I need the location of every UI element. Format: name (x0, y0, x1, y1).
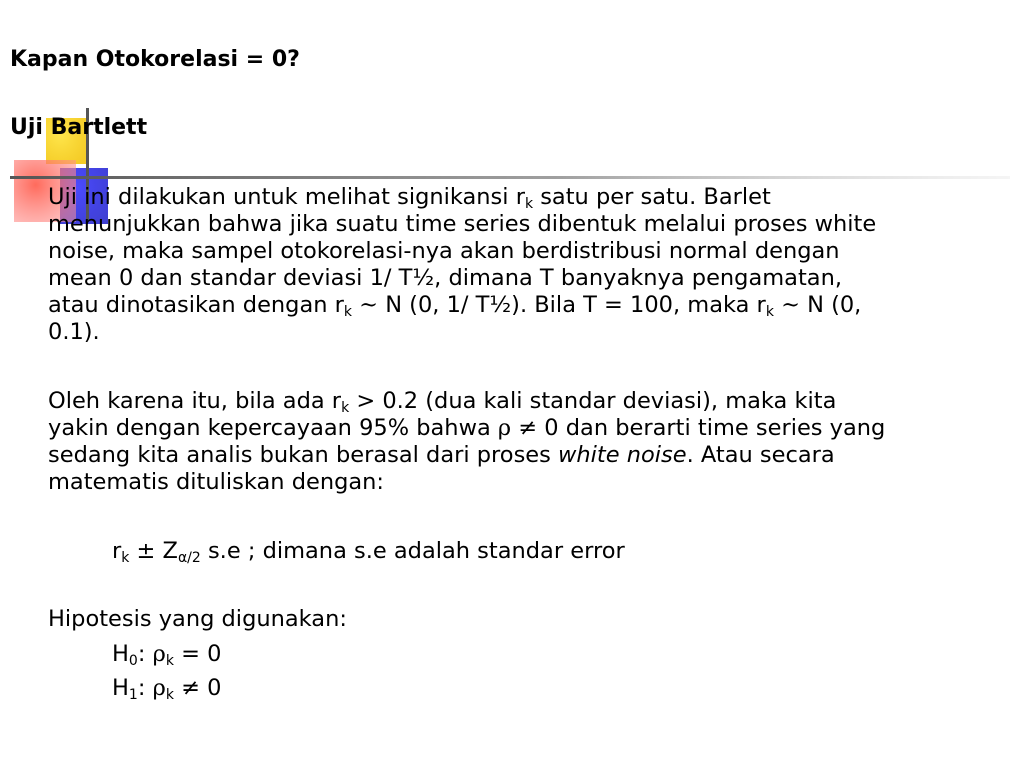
hypothesis-heading: Hipotesis yang digunakan: (48, 606, 347, 632)
slide-title: Kapan Otokorelasi = 0? (10, 47, 300, 72)
paragraph-bartlett-description (48, 184, 876, 346)
horizontal-rule (10, 176, 1010, 179)
paragraph-line: 0.1). (48, 319, 100, 345)
hypothesis-h1: $H_1$: $\rho_k \ne 0$ (112, 675, 222, 703)
paragraph-line: Oleh karena itu, bila ada $r_k > 0.2$ (dua kali standar deviasi), maka kita (48, 388, 837, 416)
paragraph-line: matematis dituliskan dengan: (48, 469, 384, 495)
paragraph-line: menunjukkan bahwa jika suatu time series dibentuk melalui proses white (48, 211, 877, 237)
paragraph-line: sedang kita analis bukan berasal dari proses white noise. Atau secara (48, 442, 835, 468)
paragraph-line: atau dinotasikan dengan $r_k$ ~ N (0, 1/ T½). Bila T = 100, maka $r_k$ ~ N (0, (48, 292, 862, 320)
slide-subtitle: Uji Bartlett (10, 115, 148, 140)
hypothesis-h0: $H_0$: $\rho_k = 0$ (112, 641, 222, 669)
paragraph-line: yakin dengan kepercayaan 95% bahwa ρ ≠ 0 dan berarti time series yang (48, 415, 886, 441)
paragraph-line: noise, maka sampel otokorelasi-nya akan berdistribusi normal dengan (48, 238, 840, 264)
paragraph-line: mean 0 dan standar deviasi 1/ T½, dimana T banyaknya pengamatan, (48, 265, 842, 291)
formula-line: $r_k \pm Z_{\alpha/2}$ s.e ; dimana s.e adalah standar error (112, 538, 625, 566)
paragraph-line: Uji ini dilakukan untuk melihat signikansi $r_k$ satu per satu. Barlet (48, 184, 771, 212)
paragraph-conclusion (48, 388, 885, 496)
